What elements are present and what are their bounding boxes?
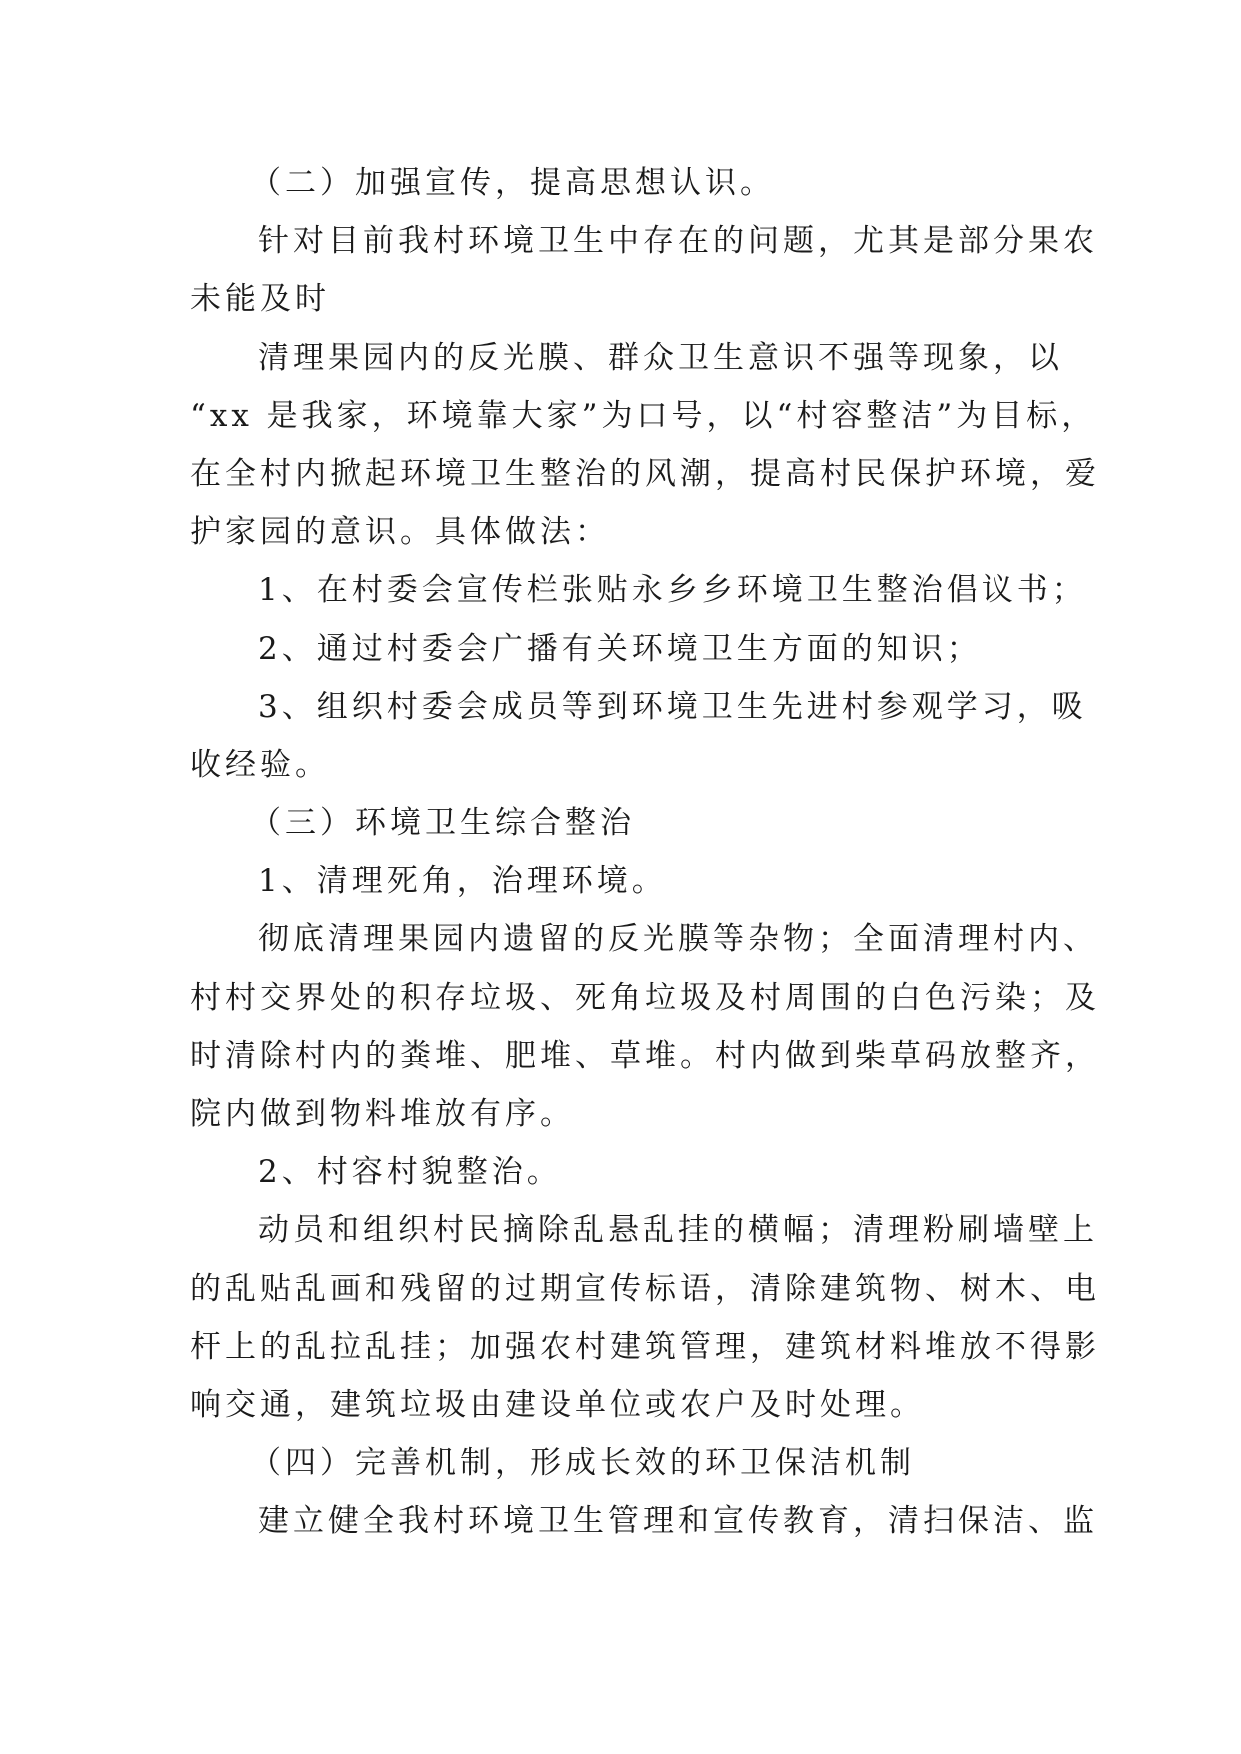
list-item: 1、在村委会宣传栏张贴永乡乡环境卫生整治倡议书； [258, 572, 1087, 609]
paragraph-line: 清理果园内的反光膜、群众卫生意识不强等现象，以 [258, 339, 1063, 376]
paragraph-line: 村村交界处的积存垃圾、死角垃圾及村周围的白色污染；及 [190, 979, 1100, 1016]
paragraph-line: 院内做到物料堆放有序。 [190, 1096, 575, 1132]
paragraph-line: 未能及时 [190, 281, 330, 318]
paragraph-line: 建立健全我村环境卫生管理和宣传教育，清扫保洁、监 [258, 1503, 1098, 1540]
subsection-heading: 2、村容村貌整治。 [258, 1154, 562, 1191]
section-heading-3: （三）环境卫生综合整治 [250, 805, 635, 842]
paragraph-line: 响交通，建筑垃圾由建设单位或农户及时处理。 [190, 1386, 925, 1423]
paragraph-line: 动员和组织村民摘除乱悬乱挂的横幅；清理粉刷墙壁上 [258, 1212, 1098, 1249]
paragraph-line: 针对目前我村环境卫生中存在的问题，尤其是部分果农 [258, 223, 1098, 260]
paragraph-line: “xx 是我家，环境靠大家”为口号，以“村容整洁”为目标， [190, 397, 1097, 434]
list-item: 2、通过村委会广播有关环境卫生方面的知识； [258, 630, 982, 667]
paragraph-line: 的乱贴乱画和残留的过期宣传标语，清除建筑物、树木、电 [190, 1270, 1100, 1307]
paragraph-line: 在全村内掀起环境卫生整治的风潮，提高村民保护环境，爱 [190, 455, 1100, 492]
paragraph-line: 彻底清理果园内遗留的反光膜等杂物；全面清理村内、 [258, 921, 1098, 958]
section-heading-2: （二）加强宣传，提高思想认识。 [250, 165, 775, 201]
subsection-heading: 1、清理死角，治理环境。 [258, 863, 667, 900]
paragraph-line: 收经验。 [190, 746, 330, 783]
paragraph-line: 护家园的意识。具体做法： [190, 514, 610, 551]
document-body [190, 154, 1100, 1551]
list-item: 3、组织村委会成员等到环境卫生先进村参观学习，吸 [258, 688, 1087, 725]
paragraph-line: 时清除村内的粪堆、肥堆、草堆。村内做到柴草码放整齐， [190, 1037, 1100, 1074]
section-heading-4: （四）完善机制，形成长效的环卫保洁机制 [250, 1445, 915, 1482]
paragraph-line: 杆上的乱拉乱挂；加强农村建筑管理，建筑材料堆放不得影 [190, 1328, 1100, 1365]
